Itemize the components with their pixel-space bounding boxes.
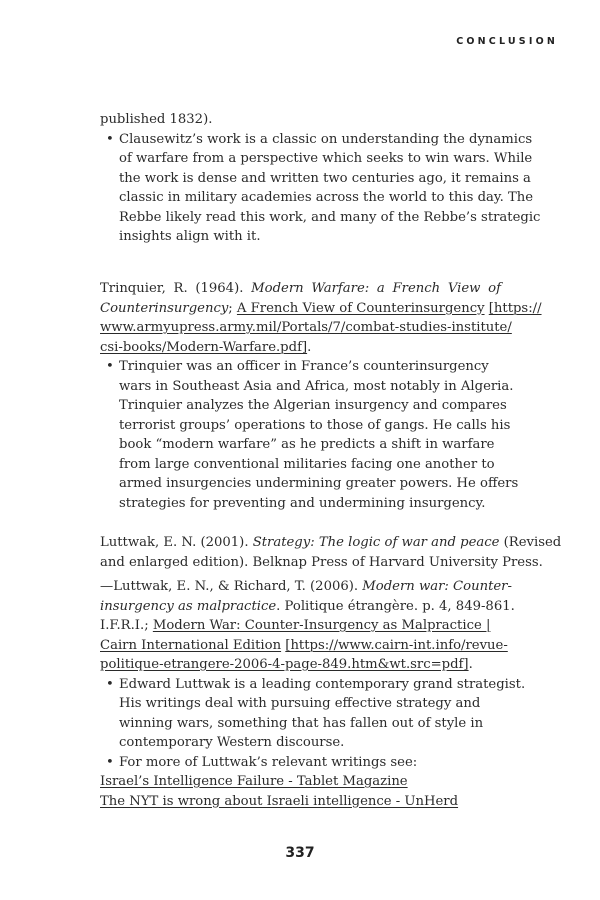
bullet-line [100,357,501,377]
reference-link[interactable]: www.armyupress.army.mil/Portals/7/combat-studies-institute/ [100,320,512,335]
text-span: His writings deal with pursuing effective strategy and [119,696,481,711]
text-line [100,694,501,714]
text-span: strategies for preventing and undermining insurgency. [119,495,486,511]
text-span: Rebbe likely read this work, and many of the Rebbe’s strategic [119,209,541,225]
luttwak-entry [100,533,562,811]
text-line [100,110,501,130]
clausewitz-entry-continuation [100,110,541,247]
text-line [100,338,501,358]
text-line [100,772,501,792]
title-text: Modern Warfare: a French View of [251,281,501,296]
text-span: . [468,657,473,672]
text-line [100,577,512,597]
text-span: . Politique étrangère. p. 4, 849-861. [276,598,515,614]
title-text: insurgency as malpractice [100,598,277,614]
text-line [100,208,541,228]
text-line [100,188,534,208]
text-line [100,279,501,299]
title-text: Strategy: The logic of war and peace [252,535,500,550]
text-span: Luttwak, E. N. (2001). [100,535,253,550]
text-line [100,416,511,436]
bullet-line [100,675,526,695]
bullet-line [100,753,501,773]
text-line [100,318,512,338]
reference-link[interactable]: Modern War: Counter-Insurgency as Malpractice | [152,618,491,633]
text-span: terrorist groups’ operations to those of gangs. He calls his [119,417,511,433]
reference-link[interactable]: Israel’s Intelligence Failure - Tablet Magazine [100,774,408,789]
text-span: ; [228,300,237,316]
text-line [100,533,562,553]
text-span: . [307,339,312,355]
title-text: Counterinsurgency [100,300,229,316]
text-line [100,474,519,494]
text-line [100,227,501,247]
reference-link[interactable]: The NYT is wrong about Israeli intelligence - UnHerd [100,793,459,809]
bullet-icon: • [106,359,114,374]
reference-link[interactable]: A French View of Counterinsurgency [236,300,485,316]
text-line [100,714,501,734]
text-line [100,435,501,455]
running-header: CONCLUSION [456,36,558,47]
text-span: Trinquier was an officer in France’s counterinsurgency [119,359,489,374]
text-line [100,616,501,636]
text-line [100,299,542,319]
reference-link[interactable]: [https:// [488,300,542,316]
text-span: and enlarged edition). Belknap Press of Harvard University Press. [100,554,543,570]
bullet-icon: • [106,754,114,770]
text-line [100,636,508,656]
text-span: from large conventional militaries facing one another to [119,456,495,472]
text-span: For more of Luttwak’s relevant writings see: [119,754,418,770]
text-span: book “modern warfare” as he predicts a shift in warfare [119,437,495,452]
text-line [100,396,507,416]
text-span: Trinquier, R. (1964). [100,281,252,296]
text-span: wars in Southeast Asia and Africa, most notably in Algeria. [119,378,514,394]
text-span: contemporary Western discourse. [119,735,345,750]
text-span: winning wars, something that has fallen out of style in [119,715,484,731]
text-span: Clausewitz’s work is a classic on understanding the dynamics [119,131,533,147]
text-line [100,377,514,397]
reference-link[interactable]: [https://www.cairn-int.info/revue- [285,637,508,653]
bullet-icon: • [106,676,114,692]
text-line [100,494,501,514]
reference-link[interactable]: politique-etrangere-2006-4-page-849.htm&wt.src=pdf] [100,657,469,672]
trinquier-entry [100,279,542,513]
text-span: insights align with it. [119,229,261,244]
reference-link[interactable]: Cairn International Edition [100,637,282,653]
text-line [100,169,531,189]
text-line [100,553,543,573]
text-span: Edward Luttwak is a leading contemporary grand strategist. [119,676,526,692]
text-span: —Luttwak, E. N., & Richard, T. (2006). [100,579,363,594]
text-line [100,655,501,675]
bullet-icon: • [106,131,114,147]
text-span: published 1832). [100,112,213,127]
text-line [100,455,501,475]
title-text: Modern war: Counter- [362,579,512,594]
page-number: 337 [285,845,315,861]
text-line [100,792,501,812]
text-span: armed insurgencies undermining greater powers. He offers [119,476,519,491]
text-span: classic in military academies across the world to this day. The [119,190,534,205]
text-span: Trinquier analyzes the Algerian insurgency and compares [119,398,507,413]
text-span: of warfare from a perspective which seeks to win wars. While [119,151,533,166]
text-line [100,733,501,753]
text-line [100,149,533,169]
bullet-line [100,130,533,150]
text-span: the work is dense and written two centuries ago, it remains a [119,170,531,186]
text-span: (Revised [499,535,562,550]
text-line [100,597,515,617]
text-span: I.F.R.I.; [100,618,153,633]
reference-link[interactable]: csi-books/Modern-Warfare.pdf] [100,339,308,355]
